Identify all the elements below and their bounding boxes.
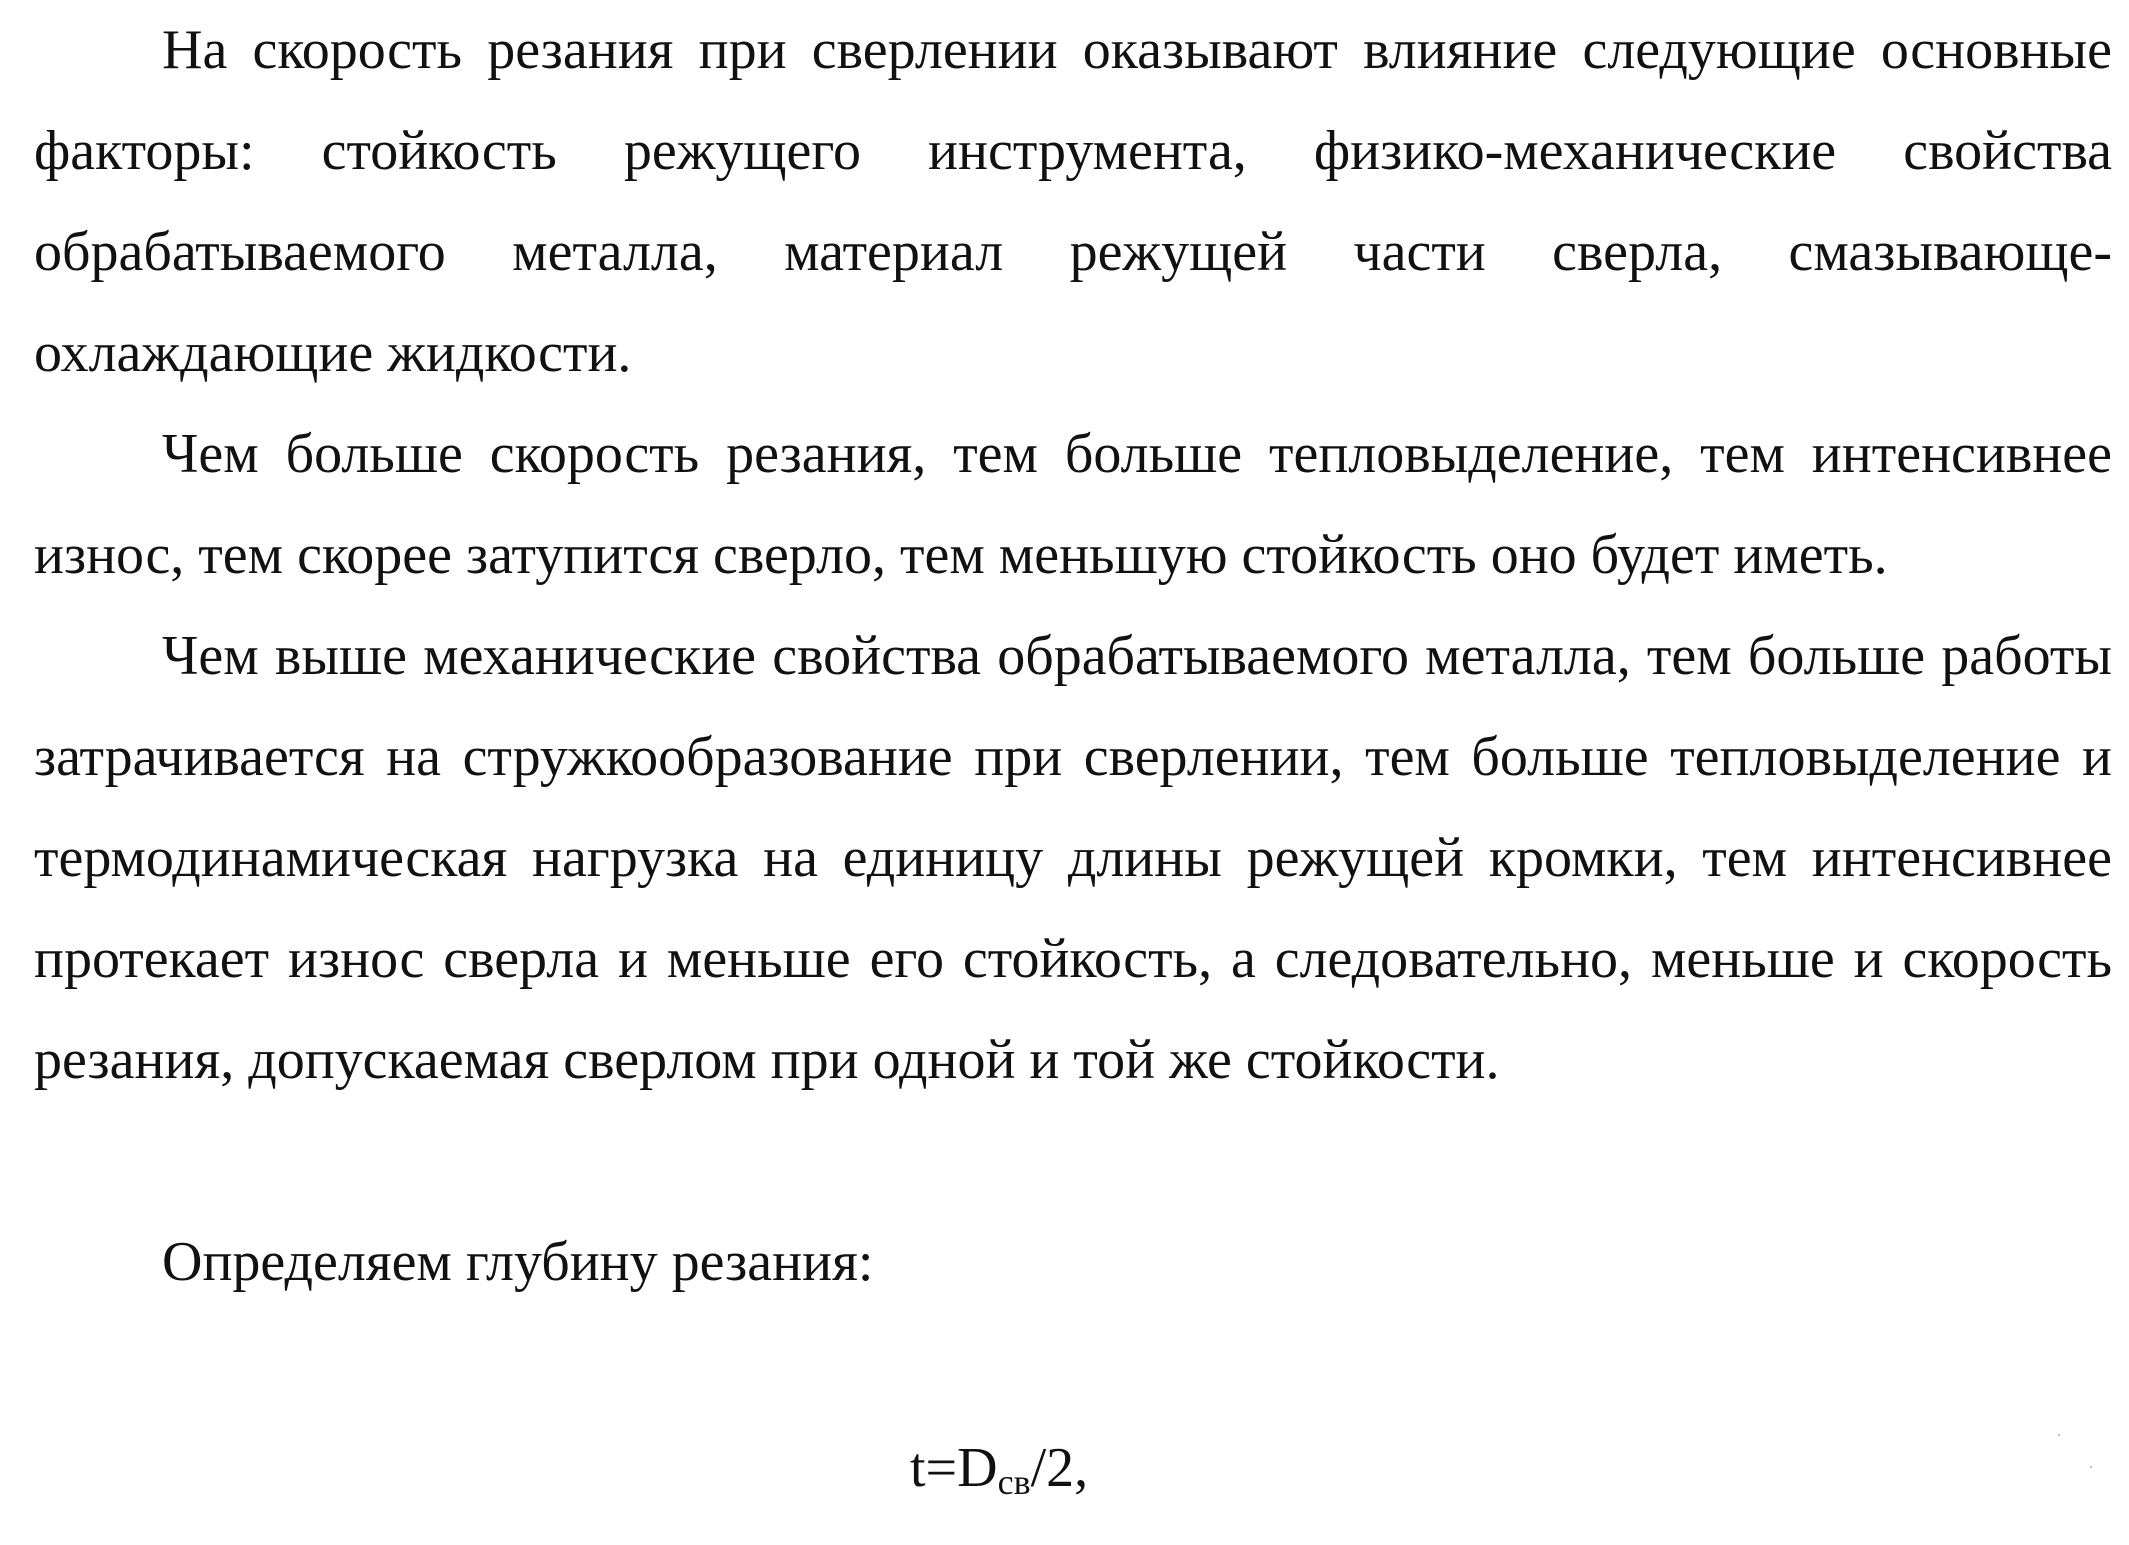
formula-rhs: /2,: [1030, 1437, 1089, 1499]
formula-subscript: св: [997, 1462, 1031, 1502]
scan-speck: [2090, 1466, 2092, 1468]
scan-speck: [2058, 1434, 2060, 1436]
paragraph-heat-and-wear: Чем больше скорость резания, тем больше тепловыделение, тем интенсивнее износ, тем скорее затупится сверло, тем меньшую стойкость оно будет иметь.: [34, 423, 2112, 586]
paragraph-depth-of-cut: Определяем глубину резания:: [162, 1231, 874, 1293]
paragraph-cutting-speed-factors: На скорость резания при сверлении оказывают влияние следующие основные факторы: стойкость режущего инструмента, физико-механические свойства обрабатываемого металла, материал режущей части сверла, смазывающе-охлаждающие жидкости.: [34, 19, 2112, 384]
formula-lhs: t=D: [910, 1437, 998, 1499]
depth-formula: [910, 1418, 1088, 1519]
paragraph-mechanical-properties: Чем выше механические свойства обрабатываемого металла, тем больше работы затрачивается на стружкообразование при сверлении, тем больше тепловыделение и термодинамическая нагрузка на единицу длины режущей кромки, тем интенсивнее протекает износ сверла и меньше его стойкость, а следовательно, меньше и скорость резания, допускаемая сверлом при одной и той же стойкости.: [34, 625, 2112, 1091]
